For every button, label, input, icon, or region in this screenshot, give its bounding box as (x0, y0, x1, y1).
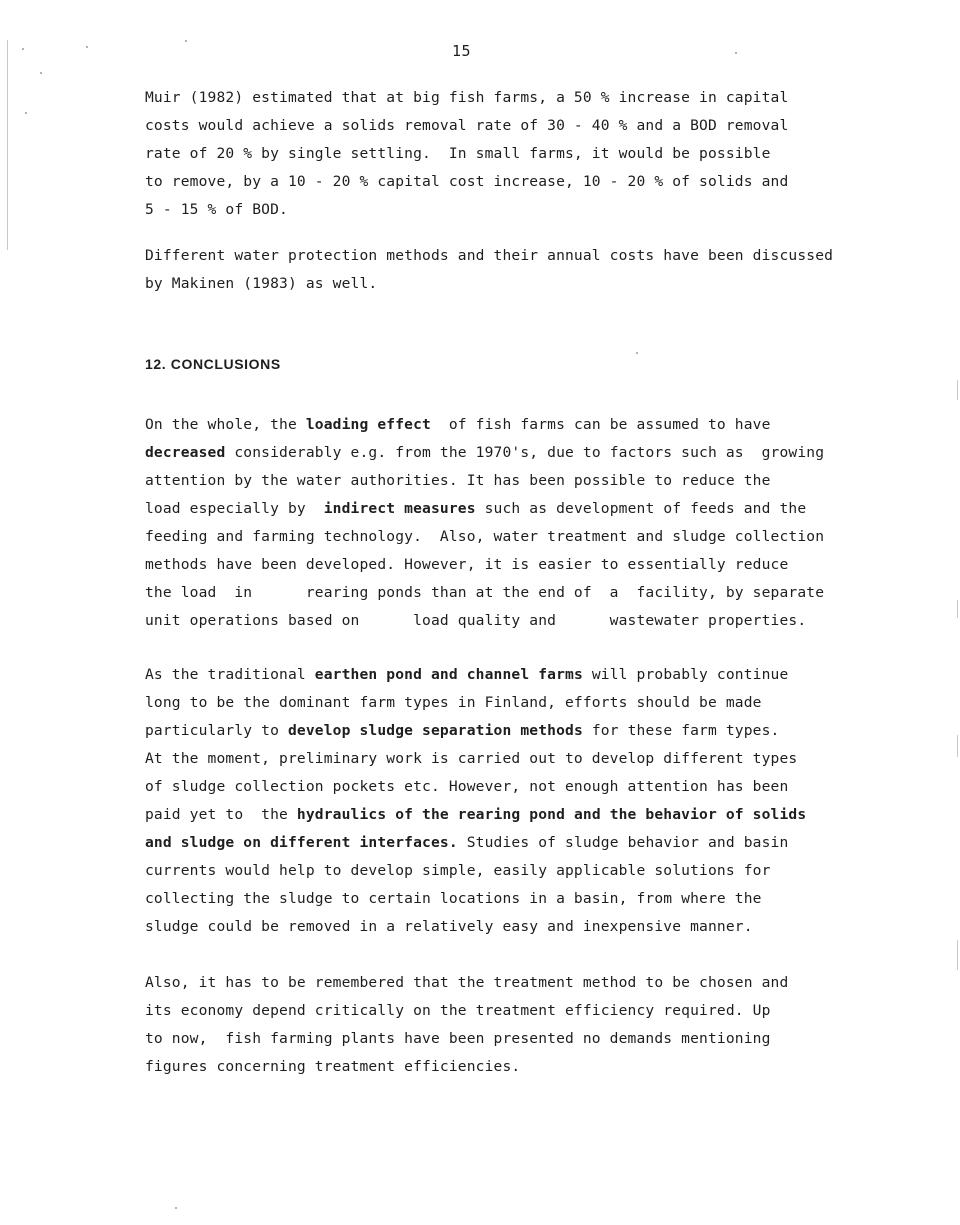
text-run: Studies of sludge behavior and basin (457, 834, 789, 851)
text-line (145, 411, 885, 439)
text-run: 5 - 15 % of BOD. (145, 201, 288, 218)
text-line (145, 140, 885, 168)
text-run: paid yet to the (145, 806, 297, 823)
text-line (145, 885, 885, 913)
text-run: of fish farms can be assumed to have (430, 416, 771, 433)
paragraph-treatment-efficiency (145, 969, 885, 1081)
text-run: attention by the water authorities. It has been possible to reduce the (145, 472, 771, 489)
text-run: feeding and farming technology. Also, water treatment and sludge collection (145, 528, 825, 545)
text-run: for these farm types. (582, 722, 780, 739)
paragraph-loading-effect (145, 411, 885, 635)
text-run: long to be the dominant farm types in Finland, efforts should be made (145, 694, 762, 711)
text-run: Different water protection methods and their annual costs have been discussed (145, 247, 834, 264)
emphasized-text: hydraulics of the rearing pond and the behavior of solids (296, 806, 807, 823)
scan-speck (40, 72, 42, 74)
text-line (145, 829, 885, 857)
text-run: its economy depend critically on the treatment efficiency required. Up (145, 1002, 771, 1019)
text-line (145, 551, 885, 579)
text-run: Muir (1982) estimated that at big fish farms, a 50 % increase in capital (145, 89, 789, 106)
text-run: by Makinen (1983) as well. (145, 275, 378, 292)
scan-speck (22, 48, 24, 50)
text-run: rate of 20 % by single settling. In small farms, it would be possible (145, 145, 771, 162)
page-number: 15 (452, 42, 472, 60)
text-run: particularly to (145, 722, 288, 739)
scan-speck (25, 112, 27, 114)
emphasized-text: decreased (145, 444, 226, 461)
text-line (145, 997, 885, 1025)
emphasized-text: loading effect (305, 416, 431, 433)
text-line (145, 661, 885, 689)
text-line (145, 607, 885, 635)
text-run: Also, it has to be remembered that the treatment method to be chosen and (145, 974, 789, 991)
text-line (145, 523, 885, 551)
emphasized-text: develop sludge separation methods (287, 722, 583, 739)
scan-edge-line (7, 40, 8, 250)
emphasized-text: indirect measures (323, 500, 476, 517)
text-run: considerably e.g. from the 1970's, due to factors such as growing (225, 444, 825, 461)
text-run: collecting the sludge to certain locations in a basin, from where the (145, 890, 762, 907)
scan-edge-mark (957, 600, 958, 618)
text-run: to remove, by a 10 - 20 % capital cost increase, 10 - 20 % of solids and (145, 173, 789, 190)
text-line (145, 467, 885, 495)
text-run: load especially by (145, 500, 324, 517)
text-line (145, 717, 885, 745)
emphasized-text: and sludge on different interfaces. (145, 834, 458, 851)
text-run: costs would achieve a solids removal rate of 30 - 40 % and a BOD removal (145, 117, 789, 134)
text-run: currents would help to develop simple, easily applicable solutions for (145, 862, 771, 879)
text-run: such as development of feeds and the (475, 500, 807, 517)
text-line (145, 689, 885, 717)
text-line (145, 745, 885, 773)
text-line (145, 579, 885, 607)
text-run: of sludge collection pockets etc. However, not enough attention has been (145, 778, 789, 795)
text-run: At the moment, preliminary work is carried out to develop different types (145, 750, 798, 767)
text-line (145, 773, 885, 801)
text-run: unit operations based on load quality and wastewater properties. (145, 612, 807, 629)
text-run: As the traditional (145, 666, 315, 683)
text-line (145, 913, 885, 941)
text-run: the load in rearing ponds than at the end of a facility, by separate (145, 584, 825, 601)
scan-edge-mark (957, 940, 958, 970)
text-line (145, 801, 885, 829)
scan-speck (735, 52, 737, 54)
text-run: to now, fish farming plants have been presented no demands mentioning (145, 1030, 771, 1047)
paragraph-earthen-ponds (145, 661, 885, 941)
text-line (145, 1053, 885, 1081)
text-run: sludge could be removed in a relatively easy and inexpensive manner. (145, 918, 753, 935)
text-line (145, 196, 885, 224)
text-run: will probably continue (582, 666, 789, 683)
scan-speck (175, 1207, 177, 1209)
text-line (145, 112, 885, 140)
scan-speck (636, 352, 638, 354)
text-line (145, 439, 885, 467)
text-line (145, 495, 885, 523)
text-run: methods have been developed. However, it is easier to essentially reduce (145, 556, 789, 573)
text-line (145, 242, 885, 270)
paragraph-muir-estimate (145, 84, 885, 224)
scan-edge-mark (957, 380, 958, 400)
scan-edge-mark (957, 735, 958, 757)
text-run: figures concerning treatment efficiencies. (145, 1058, 521, 1075)
text-line (145, 969, 885, 997)
scan-speck (86, 46, 88, 48)
text-line (145, 168, 885, 196)
text-line (145, 1025, 885, 1053)
text-run: On the whole, the (145, 416, 306, 433)
text-line (145, 84, 885, 112)
text-line (145, 857, 885, 885)
scan-speck (185, 40, 187, 42)
emphasized-text: earthen pond and channel farms (314, 666, 583, 683)
text-line (145, 270, 885, 298)
paragraph-water-protection (145, 242, 885, 298)
section-heading: 12. CONCLUSIONS (145, 356, 281, 372)
